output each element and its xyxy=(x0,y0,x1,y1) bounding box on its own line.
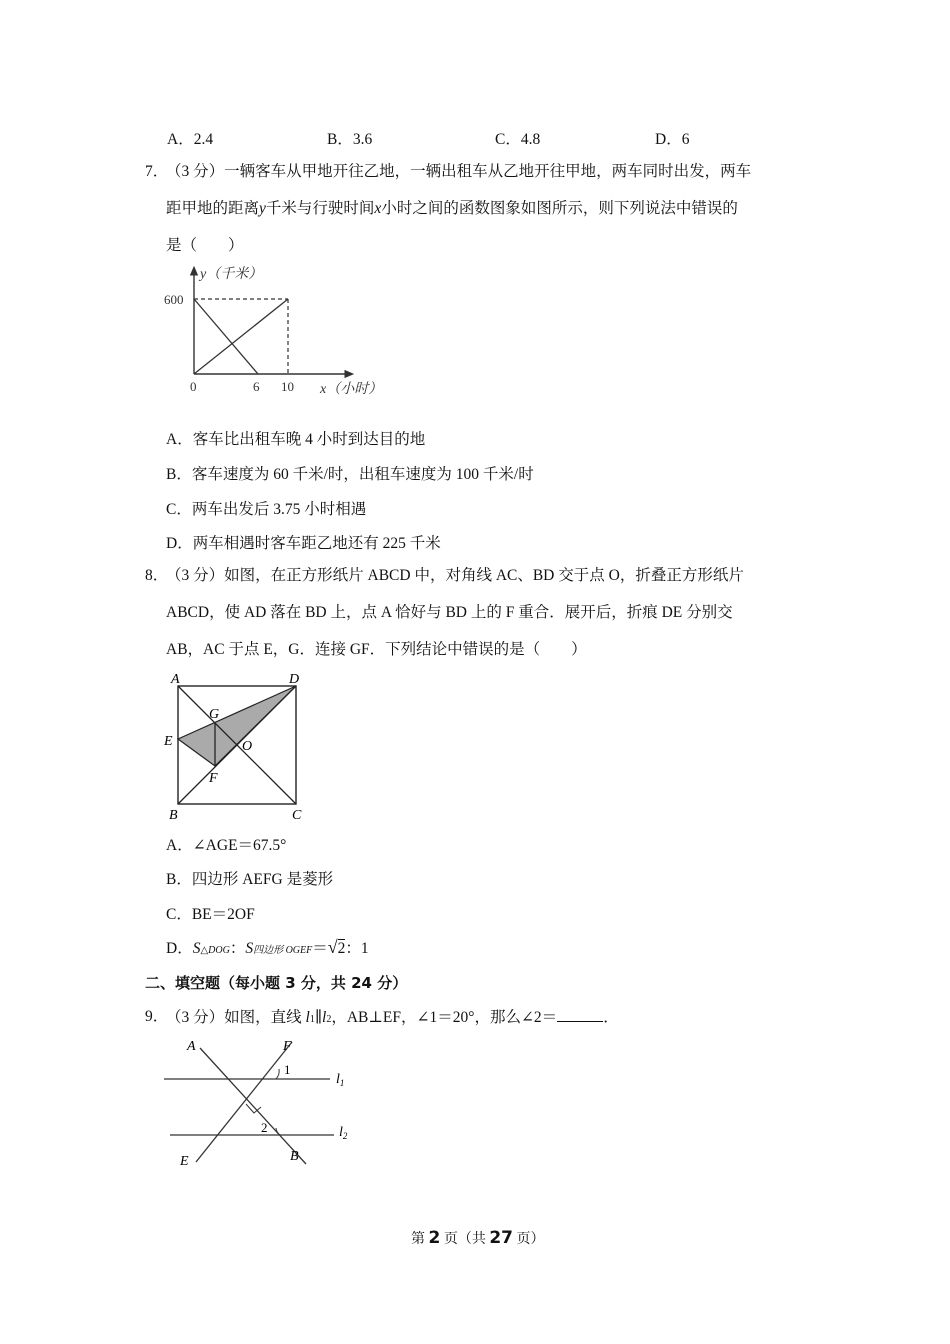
q7-option-d: D．两车相遇时客车距乙地还有 225 千米 xyxy=(166,535,441,552)
q9-parallel-lines-figure xyxy=(160,1032,370,1172)
q6-option-b: B．3.6 xyxy=(327,131,373,148)
q6-option-c: C．4.8 xyxy=(495,131,541,148)
label-a: A xyxy=(187,1039,196,1054)
label-e: E xyxy=(164,734,173,749)
angle-1-label: 1 xyxy=(284,1062,291,1077)
answer-blank xyxy=(557,1007,603,1022)
q7-stem-line2: 距甲地的距离y千米与行驶时间x小时之间的函数图象如图所示，则下列说法中错误的 xyxy=(166,200,738,217)
q8-option-b: B．四边形 AEFG 是菱形 xyxy=(166,871,334,888)
y-tick-600: 600 xyxy=(164,292,184,307)
y-axis-label: y（千米） xyxy=(200,267,263,282)
label-f: F xyxy=(283,1039,292,1054)
shaded-triangle xyxy=(178,686,296,766)
q9-number: 9． xyxy=(145,1008,169,1025)
x-tick-6: 6 xyxy=(253,379,260,394)
q7-option-c: C．两车出发后 3.75 小时相遇 xyxy=(166,501,367,518)
taxi-line xyxy=(194,299,258,374)
q8-stem-line2: ABCD，使 AD 落在 BD 上，点 A 恰好与 BD 上的 F 重合．展开后，折痕 DE 分别交 xyxy=(166,604,733,621)
q8-option-d: D．S△DOG：S四边形 OGEF＝√2：1 xyxy=(166,937,369,957)
bus-line xyxy=(194,299,288,374)
q8-option-c: C．BE＝2OF xyxy=(166,906,255,923)
q7-option-a: A．客车比出租车晚 4 小时到达目的地 xyxy=(166,431,426,448)
angle-1-arc xyxy=(276,1069,279,1079)
q8-option-a: A．∠AGE＝67.5° xyxy=(166,837,287,854)
label-e: E xyxy=(180,1154,189,1169)
label-o: O xyxy=(242,739,253,754)
q9-stem: （3 分）如图，直线 l1∥l2，AB⊥EF，∠1＝20°，那么∠2＝ ． xyxy=(166,1009,619,1026)
label-g: G xyxy=(209,707,220,722)
label-a: A xyxy=(171,672,180,687)
q8-stem-line3: AB，AC 于点 E，G．连接 GF．下列结论中错误的是（ ） xyxy=(166,641,587,658)
q7-distance-time-graph xyxy=(160,262,400,402)
label-f: F xyxy=(209,771,218,786)
q6-option-a: A．2.4 xyxy=(167,131,214,148)
label-d: D xyxy=(289,672,300,687)
origin-label: 0 xyxy=(190,379,197,394)
label-b: B xyxy=(169,808,178,823)
q7-option-b: B．客车速度为 60 千米/时，出租车速度为 100 千米/时 xyxy=(166,466,534,483)
q8-number: 8． xyxy=(145,567,169,584)
sqrt-sign: √ xyxy=(327,937,338,957)
x-axis-label: x（小时） xyxy=(320,382,383,397)
q7-number: 7． xyxy=(145,163,169,180)
q8-stem-line1: （3 分）如图，在正方形纸片 ABCD 中，对角线 AC、BD 交于点 O，折叠正方形纸片 xyxy=(166,567,744,584)
q6-option-d: D．6 xyxy=(655,131,690,148)
angle-2-label: 2 xyxy=(261,1120,268,1135)
label-c: C xyxy=(292,808,302,823)
label-b: B xyxy=(290,1149,299,1164)
q8-square-figure xyxy=(160,666,320,826)
x-tick-10: 10 xyxy=(281,379,294,394)
q7-stem-line3: 是（ ） xyxy=(166,237,244,254)
label-l2: $l_2$ xyxy=(339,1125,348,1141)
section-2-title: 二、填空题（每小题 3 分，共 24 分） xyxy=(145,974,408,992)
label-l1: $l_1$ xyxy=(336,1072,345,1088)
page-footer: 第 2 页（共 27 页） xyxy=(411,1228,545,1248)
q7-stem-line1: （3 分）一辆客车从甲地开往乙地，一辆出租车从乙地开往甲地，两车同时出发，两车 xyxy=(166,163,752,180)
